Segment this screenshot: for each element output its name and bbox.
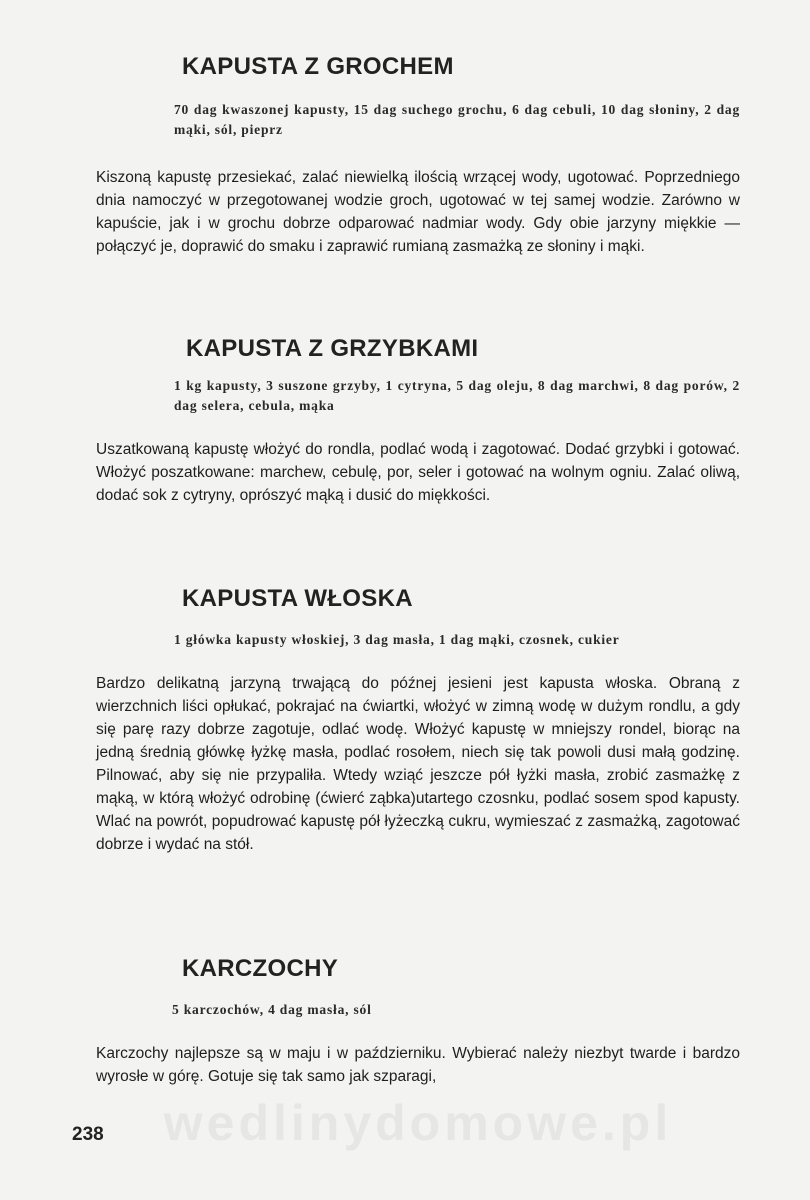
recipe-title: KARCZOCHY xyxy=(182,955,339,982)
recipe-ingredients: 1 kg kapusty, 3 suszone grzyby, 1 cytryna, 5 dag oleju, 8 dag marchwi, 8 dag porów, 2 dag selera, cebula, mąka xyxy=(174,378,740,413)
recipe-karczochy xyxy=(96,954,740,1088)
recipe-instructions: Kiszoną kapustę przesiekać, zalać niewielką ilością wrzącej wody, ugotować. Poprzedniego dnia namoczyć w przegotowanej wodzie groch, ugotować w tej samej wodzie. Zarówno w kapuście, jak i w grochu dobrze odparować nadmiar wody. Gdy obie jarzyny miękkie — połączyć je, doprawić do smaku i zaprawić rumianą zasmażką ze słoniny i mąki. xyxy=(96,169,740,255)
recipe-instructions: Karczochy najlepsze są w maju i w październiku. Wybierać należy niezbyt twarde i bardzo wyrosłe w górę. Gotuje się tak samo jak szparagi, xyxy=(96,1045,740,1085)
page-number: 238 xyxy=(72,1124,104,1145)
recipe-title: KAPUSTA Z GROCHEM xyxy=(182,53,454,80)
watermark: wedlinydomowe.pl xyxy=(163,1095,673,1151)
recipe-kapusta-wloska xyxy=(96,584,740,856)
recipe-ingredients: 70 dag kwaszonej kapusty, 15 dag suchego grochu, 6 dag cebuli, 10 dag słoniny, 2 dag mąki, sól, pieprz xyxy=(174,102,740,137)
recipe-kapusta-z-grzybkami xyxy=(96,334,740,507)
recipe-ingredients: 5 karczochów, 4 dag masła, sól xyxy=(172,1002,372,1017)
recipe-title: KAPUSTA Z GRZYBKAMI xyxy=(186,335,479,362)
recipe-kapusta-z-grochem xyxy=(96,52,740,258)
recipe-instructions: Uszatkowaną kapustę włożyć do rondla, podlać wodą i zagotować. Dodać grzybki i gotować. Włożyć poszatkowane: marchew, cebulę, por, seler i gotować na wolnym ogniu. Zalać oliwą, dodać sok z cytryny, oprószyć mąką i dusić do miękkości. xyxy=(96,441,740,504)
recipe-instructions: Bardzo delikatną jarzyną trwającą do późnej jesieni jest kapusta włoska. Obraną z wierzchnich liści opłukać, pokrajać na ćwiartki, włożyć w zimną wodę w dużym rondlu, a gdy się parę razy dobrze zagotuje, odlać wodę. Włożyć kapustę w mniejszy rondel, biorąc na jedną średnią główkę łyżkę masła, podlać rosołem, niech się tak powoli dusi małą godzinę. Pilnować, aby się nie przypaliła. Wtedy wziąć jeszcze pół łyżki masła, zrobić zasmażkę z mąką, w którą włożyć odrobinę (ćwierć ząbka)utartego czosnku, podlać sosem spod kapusty. Wlać na powrót, popudrować kapustę pół łyżeczką cukru, wymieszać z zasmażką, zagotować dobrze i wydać na stół. xyxy=(96,675,740,853)
recipe-ingredients: 1 główka kapusty włoskiej, 3 dag masła, 1 dag mąki, czosnek, cukier xyxy=(174,632,620,647)
recipe-title: KAPUSTA WŁOSKA xyxy=(182,585,413,612)
